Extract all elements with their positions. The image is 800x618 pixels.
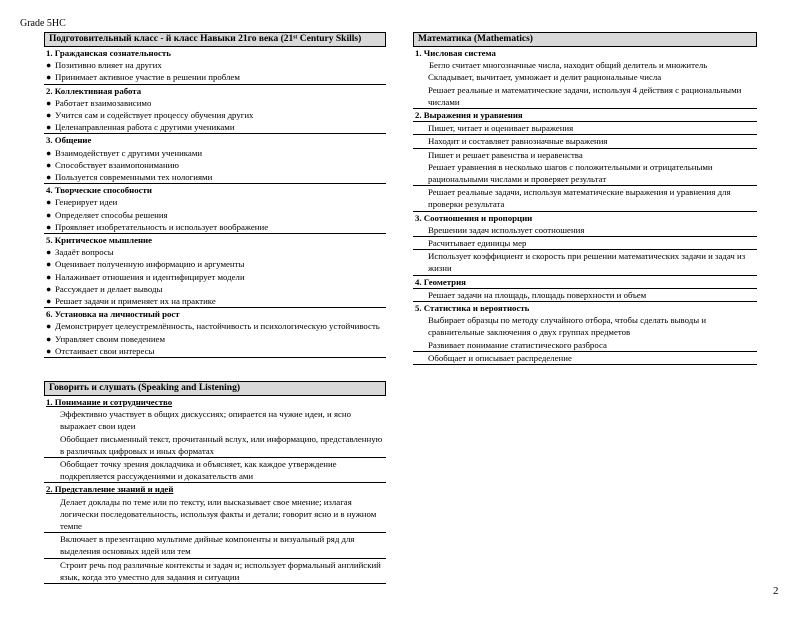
math-section-header: Математика (Mathematics) (413, 32, 757, 47)
bullet-icon: ● (46, 110, 52, 121)
bullet-icon: ● (46, 197, 52, 208)
list-item: ● Работает взаимозависимо (46, 97, 152, 108)
list-item: Эффективно участвует в общих дискуссиях; опирается на чужие идеи, и ясно выражает свои идеи (60, 409, 352, 432)
list-item: ● Принимает активное участие в решении проблем (46, 72, 240, 83)
bullet-icon: ● (46, 72, 52, 83)
skill-group-communication (44, 134, 386, 184)
math-group-statistics (413, 302, 757, 365)
list-item: ● Налаживает отношения и идентифицирует модели (46, 271, 245, 282)
group-title: 6. Установка на личностный рост (46, 309, 180, 320)
group-title: 1. Числовая система (415, 48, 496, 58)
list-item: ● Управляет своим поведением (46, 333, 166, 344)
speaking-group-comprehension (44, 396, 386, 483)
bullet-icon: ● (46, 60, 52, 71)
speaking-listening-section (44, 381, 386, 584)
bullet-icon: ● (46, 247, 52, 258)
bullet-icon: ● (46, 221, 52, 232)
group-title: 3. Соотношения и пропорции (415, 212, 533, 223)
list-item: ● Целенаправленная работа с другими учениками (46, 122, 235, 133)
list-item: ● Рассуждает и делает выводы (46, 283, 163, 294)
list-item: ● Задаёт вопросы (46, 247, 114, 258)
math-group-number-system (413, 47, 757, 109)
group-title: 5. Статистика и вероятность (415, 303, 530, 314)
group-title: 5. Критическое мышление (46, 235, 153, 246)
math-group-geometry (413, 276, 757, 302)
bullet-icon: ● (46, 321, 52, 332)
group-title: 4. Геометрия (415, 276, 466, 287)
speaking-section-header: Говорить и слушать (Speaking and Listening) (44, 381, 386, 396)
list-item: Складывает, вычитает, умножает и делит рациональные числа (428, 72, 662, 83)
list-item: ● Учится сам и содействует процессу обучения других (46, 110, 254, 121)
list-item: ● Взаимодействует с другими учениками (46, 147, 203, 158)
group-title: 2. Представление знаний и идей (46, 484, 174, 495)
bullet-icon: ● (46, 259, 52, 270)
list-item: Пишет и решает равенства и неравенства (413, 148, 757, 161)
bullet-icon: ● (46, 172, 52, 183)
skill-group-civic (44, 47, 386, 85)
list-item: Находит и составляет равнозначные выражения (413, 134, 757, 147)
list-item: Расчитывает единицы мер (413, 236, 757, 249)
math-group-ratios (413, 212, 757, 276)
list-item: ● Отстаивает свои интересы (46, 345, 155, 356)
list-item: Врешении задач использует соотношения (428, 224, 585, 235)
skill-group-creativity (44, 184, 386, 234)
group-title: 3. Общение (46, 135, 92, 146)
list-item: Решает реальные и математические задачи, используя 4 действия с рациональными числами (428, 84, 742, 107)
list-item: ● Демонстрирует целеустремлённость, настойчивость и психологическую устойчивость (46, 321, 380, 332)
bullet-icon: ● (46, 333, 52, 344)
list-item: Обобщает точку зрения докладчика и объясняет, как каждое утверждение подкрепляется рассуждениями и доказательств ами (44, 457, 386, 482)
bullet-icon: ● (46, 209, 52, 220)
list-item: ● Позитивно влияет на других (46, 60, 162, 71)
list-item: Развивает понимание статистического разброса (428, 339, 607, 350)
list-item: ● Способствует взаимопониманию (46, 159, 179, 170)
list-item: Пишет, читает и оценивает выражения (413, 121, 757, 134)
bullet-icon: ● (46, 147, 52, 158)
mathematics-section (413, 32, 757, 365)
list-item: Бегло считает многозначные числа, находит общий делитель и множитель (429, 60, 708, 71)
math-group-expressions (413, 109, 757, 212)
group-title: 2. Коллективная работа (46, 85, 142, 96)
group-title: 4. Творческие способности (46, 185, 152, 196)
skill-group-growth-mindset (44, 308, 386, 358)
grade-label: Grade 5НС (20, 18, 66, 29)
group-title: 1. Понимание и сотрудничество (46, 397, 173, 407)
bullet-icon: ● (46, 271, 52, 282)
list-item: Строит речь под различные контексты и задач и; использует формальный английский язык, когда это уместно для задания и ситуации (44, 558, 386, 583)
list-item: Решает реальные задачи, используя математические выражения и уравнения для проверки результата (413, 185, 757, 210)
bullet-icon: ● (46, 296, 52, 307)
page-number: 2 (773, 585, 779, 597)
skills-section-header: Подготовительный класс - й класс Навыки 21го века (21ˢᵗ Century Skills) (44, 32, 386, 47)
list-item: ● Пользуется современными тех нологиями (46, 172, 213, 183)
group-title: 2. Выражения и уравнения (415, 110, 523, 121)
skill-group-collaboration (44, 85, 386, 135)
speaking-group-presentation (44, 483, 386, 584)
list-item: Выбирает образцы по методу случайного отбора, чтобы сделать выводы и сравнительные заключения о двух группах предметов (428, 315, 707, 338)
list-item: Обобщает и описывает распределение (413, 351, 757, 364)
list-item: Делает доклады по теме или по тексту, или высказывает свое мнение; излагая логически последовательность, используя факты и детали; говорит ясно и в нужном темпе (60, 496, 377, 532)
list-item: ● Оценивает полученную информацию и аргументы (46, 259, 245, 270)
skills-21st-century-section (44, 32, 386, 358)
list-item: Обобщает письменный текст, прочитанный вслух, или информацию, представленную в различных цифровых и иных форматах (60, 433, 383, 456)
bullet-icon: ● (46, 97, 52, 108)
list-item: ● Проявляет изобретательность и использует воображение (46, 221, 269, 232)
bullet-icon: ● (46, 345, 52, 356)
skill-group-critical-thinking (44, 234, 386, 308)
group-title: 1. Гражданская сознательность (46, 48, 171, 58)
list-item: Решает задачи на площадь, площадь поверхности и объем (413, 288, 757, 301)
list-item: ● Генерирует идеи (46, 197, 118, 208)
list-item: Решает уравнения в несколько шагов с положительными и отрицательными рациональными числами и проверяет результат (428, 161, 713, 185)
bullet-icon: ● (46, 159, 52, 170)
bullet-icon: ● (46, 122, 52, 133)
list-item: Использует коэффициент и скорость при решении математических задачи и задач из жизни (413, 249, 757, 274)
list-item: ● Решает задачи и применяет их на практике (46, 296, 216, 307)
list-item: Включает в презентацию мультиме дийные компоненты и визуальный ряд для выделения основных идей или тем (44, 532, 386, 557)
bullet-icon: ● (46, 283, 52, 294)
list-item: ● Определяет способы решения (46, 209, 168, 220)
